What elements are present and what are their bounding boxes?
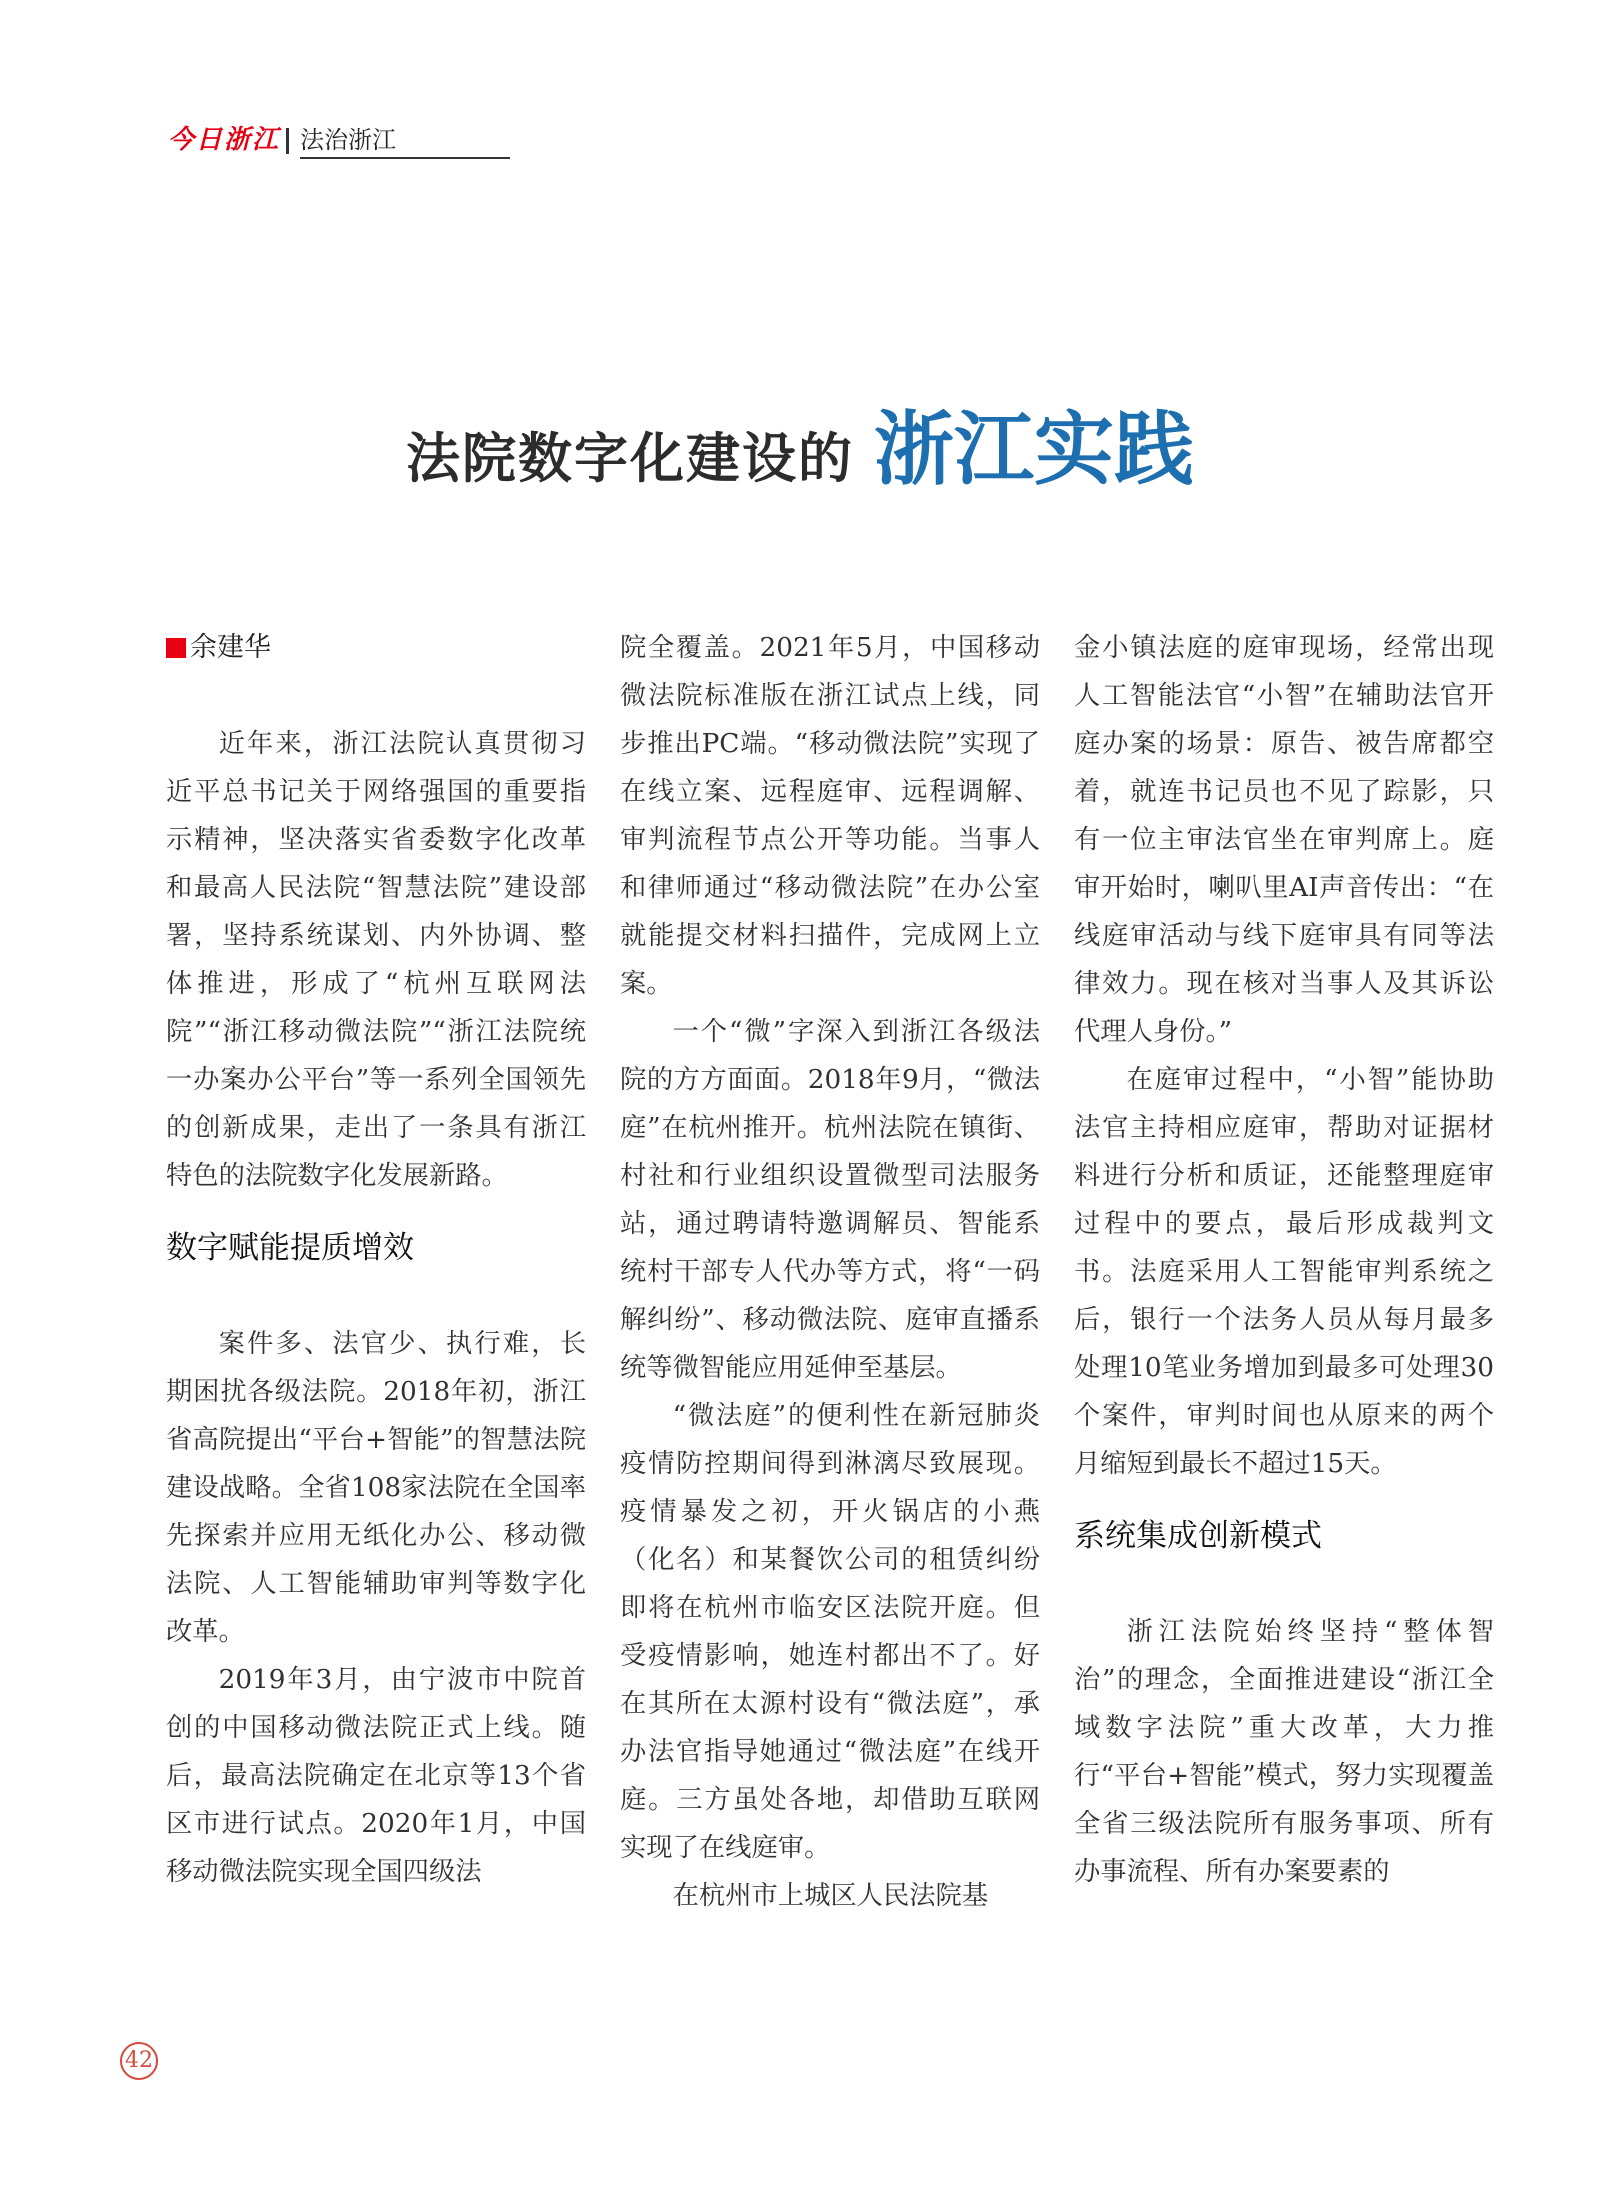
paragraph: 案件多、法官少、执行难，长期困扰各级法院。2018年初，浙江省高院提出“平台+智能”的智慧法院建设战略。全省108家法院在全国率先探索并应用无纸化办公、移动微法院、人工智能辅助审判等数字化改革。 — [166, 1329, 586, 1647]
author-name: 余建华 — [190, 632, 271, 663]
page-header — [168, 124, 510, 156]
section-name: 法治浙江 — [300, 126, 396, 154]
paragraph: 近年来，浙江法院认真贯彻习近平总书记关于网络强国的重要指示精神，坚决落实省委数字化改革和最高人民法院“智慧法院”建设部署，坚持系统谋划、内外协调、整体推进，形成了“杭州互联网法院”“浙江移动微法院”“浙江法院统一办案办公平台”等一系列全国领先的创新成果，走出了一条具有浙江特色的法院数字化发展新路。 — [166, 729, 586, 1191]
header-divider — [286, 128, 289, 154]
paragraph: 院全覆盖。2021年5月，中国移动微法院标准版在浙江试点上线，同步推出PC端。“移动微法院”实现了在线立案、远程庭审、远程调解、审判流程节点公开等功能。当事人和律师通过“移动微法院”在办公室就能提交材料扫描件，完成网上立案。 — [620, 633, 1040, 999]
paragraph: 浙江法院始终坚持“整体智治”的理念，全面推进建设“浙江全域数字法院”重大改革，大力推行“平台+智能”模式，努力实现覆盖全省三级法院所有服务事项、所有办事流程、所有办案要素的 — [1074, 1617, 1494, 1887]
subheading: 数字赋能提质增效 — [166, 1230, 414, 1266]
title-part-2: 浙江实践 — [874, 403, 1194, 496]
magazine-logo: 今日浙江 — [168, 125, 281, 155]
column-3 — [1074, 624, 1494, 1896]
paragraph: 2019年3月，由宁波市中院首创的中国移动微法院正式上线。随后，最高法院确定在北京等13个省区市进行试点。2020年1月，中国移动微法院实现全国四级法 — [166, 1665, 586, 1887]
paragraph: “微法庭”的便利性在新冠肺炎疫情防控期间得到淋漓尽致展现。疫情暴发之初，开火锅店的小燕（化名）和某餐饮公司的租赁纠纷即将在杭州市临安区法院开庭。但受疫情影响，她连村都出不了。好在其所在太源村设有“微法庭”，承办法官指导她通过“微法庭”在线开庭。三方虽处各地，却借助互联网实现了在线庭审。 — [620, 1401, 1040, 1863]
author-line — [166, 624, 586, 672]
subheading: 系统集成创新模式 — [1074, 1518, 1322, 1554]
title-part-1: 法院数字化建设的 — [406, 426, 854, 490]
page-number: 42 — [120, 2042, 158, 2080]
column-2 — [620, 624, 1040, 1920]
author-marker — [166, 638, 186, 658]
column-1 — [166, 624, 586, 1896]
paragraph: 在庭审过程中，“小智”能协助法官主持相应庭审，帮助对证据材料进行分析和质证，还能整理庭审过程中的要点，最后形成裁判文书。法庭采用人工智能审判系统之后，银行一个法务人员从每月最多处理10笔业务增加到最多可处理30个案件，审判时间也从原来的两个月缩短到最长不超过15天。 — [1074, 1065, 1494, 1479]
header-rule — [300, 157, 510, 159]
spacer — [166, 672, 586, 720]
article-title — [0, 395, 1600, 527]
paragraph: 在杭州市上城区人民法院基 — [672, 1881, 989, 1911]
paragraph: 一个“微”字深入到浙江各级法院的方方面面。2018年9月，“微法庭”在杭州推开。杭州法院在镇街、村社和行业组织设置微型司法服务站，通过聘请特邀调解员、智能系统村干部专人代办等方式，将“一码解纠纷”、移动微法院、庭审直播系统等微智能应用延伸至基层。 — [620, 1017, 1040, 1383]
paragraph: 金小镇法庭的庭审现场，经常出现人工智能法官“小智”在辅助法官开庭办案的场景：原告、被告席都空着，就连书记员也不见了踪影，只有一位主审法官坐在审判席上。庭审开始时，喇叭里AI声音传出：“在线庭审活动与线下庭审具有同等法律效力。现在核对当事人及其诉讼代理人身份。” — [1074, 633, 1494, 1047]
